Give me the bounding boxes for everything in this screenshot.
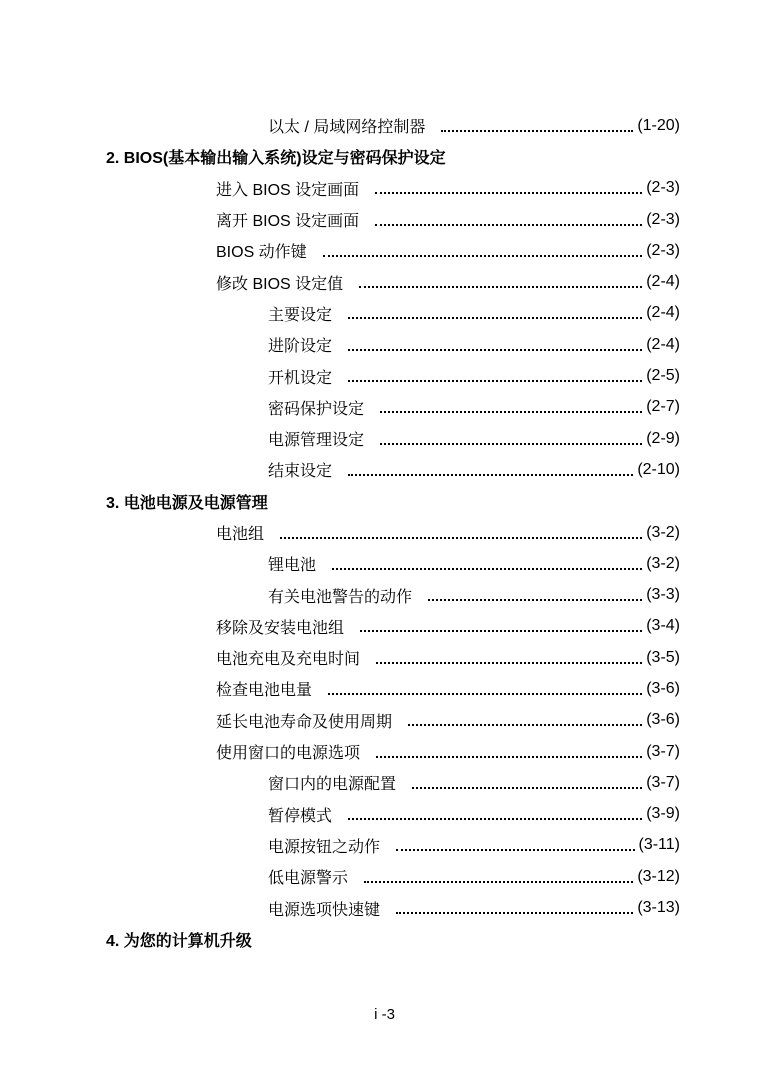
toc-entry-page: (2-3) xyxy=(646,210,680,228)
toc-entry[interactable] xyxy=(0,611,680,642)
toc-entry[interactable] xyxy=(0,830,680,861)
toc-entry[interactable] xyxy=(0,173,680,204)
dot-leader xyxy=(348,818,642,820)
dot-leader xyxy=(412,787,642,789)
toc-entry[interactable] xyxy=(0,892,680,923)
dot-leader xyxy=(396,912,633,914)
dot-leader xyxy=(441,130,633,132)
toc-entry-label: 延长电池寿命及使用周期 xyxy=(216,713,393,731)
toc-entry[interactable] xyxy=(0,298,680,329)
toc-entry-page: (2-3) xyxy=(646,179,680,197)
toc-entry[interactable] xyxy=(0,423,680,454)
toc-entry-label: 锂电池 xyxy=(268,557,317,575)
toc-entry-page: (3-6) xyxy=(646,679,680,697)
toc-entry-page: (2-4) xyxy=(646,304,680,322)
toc-entry[interactable] xyxy=(0,266,680,297)
toc-entry[interactable] xyxy=(0,392,680,423)
toc-entry-label: 进入 BIOS 设定画面 xyxy=(216,181,360,199)
dot-leader xyxy=(348,380,642,382)
toc-entry-page: (3-2) xyxy=(646,554,680,572)
toc-entry-label: 离开 BIOS 设定画面 xyxy=(216,213,360,231)
toc-entry-label: 密码保护设定 xyxy=(268,400,365,418)
toc-entry-page: (2-10) xyxy=(637,460,680,478)
toc-entry[interactable] xyxy=(0,454,680,485)
toc-entry-label: 有关电池警告的动作 xyxy=(268,588,413,606)
dot-leader xyxy=(323,255,643,257)
dot-leader xyxy=(396,849,634,851)
toc-entry[interactable] xyxy=(0,861,680,892)
toc-entry-page: (3-13) xyxy=(637,899,680,917)
dot-leader xyxy=(380,411,642,413)
toc-entry-page: (3-12) xyxy=(637,867,680,885)
toc-entry-page: (2-5) xyxy=(646,367,680,385)
dot-leader xyxy=(359,286,642,288)
dot-leader xyxy=(348,474,633,476)
toc-entry-label: 电源管理设定 xyxy=(268,432,365,450)
toc-entry-page: (3-4) xyxy=(646,617,680,635)
toc-entry-label: 4. 为您的计算机升级 xyxy=(106,932,252,950)
dot-leader xyxy=(360,630,642,632)
toc-entry-page: (2-9) xyxy=(646,429,680,447)
toc-entry-label: 使用窗口的电源选项 xyxy=(216,745,361,763)
toc-entry-page: (3-7) xyxy=(646,742,680,760)
toc-entry-label: 开机设定 xyxy=(268,369,333,387)
dot-leader xyxy=(428,599,642,601)
toc-entry[interactable] xyxy=(0,360,680,391)
toc-entry-label: 窗口内的电源配置 xyxy=(268,776,397,794)
toc-chapter-heading[interactable] xyxy=(0,486,769,517)
dot-leader xyxy=(408,724,642,726)
toc-entry-label: 进阶设定 xyxy=(268,338,333,356)
toc-entry[interactable] xyxy=(0,548,680,579)
dot-leader xyxy=(364,881,633,883)
toc-entry-page: (3-5) xyxy=(646,648,680,666)
toc-entry-label: 电池组 xyxy=(216,526,265,543)
dot-leader xyxy=(375,192,642,194)
dot-leader xyxy=(375,224,642,226)
toc-entry-page: (2-4) xyxy=(646,273,680,291)
toc-entry-page: (3-9) xyxy=(646,805,680,823)
dot-leader xyxy=(376,662,642,664)
table-of-contents xyxy=(0,110,769,955)
toc-entry-page: (2-7) xyxy=(646,398,680,416)
dot-leader xyxy=(348,349,642,351)
toc-entry[interactable] xyxy=(0,204,680,235)
toc-entry-label: 电池充电及充电时间 xyxy=(216,651,361,669)
toc-entry-label: 检查电池电量 xyxy=(216,682,313,700)
toc-entry-label: 移除及安装电池组 xyxy=(216,619,345,637)
toc-entry-label: 电源按钮之动作 xyxy=(268,838,381,856)
toc-entry-page: (3-2) xyxy=(646,523,680,541)
toc-chapter-heading[interactable] xyxy=(0,141,769,172)
toc-entry-label: 主要设定 xyxy=(268,306,333,324)
toc-entry-page: (3-11) xyxy=(638,836,680,854)
dot-leader xyxy=(280,537,642,539)
dot-leader xyxy=(376,756,642,758)
toc-entry[interactable] xyxy=(0,705,680,736)
toc-entry-page: (1-20) xyxy=(637,116,680,134)
page-number: i -3 xyxy=(374,1006,395,1023)
toc-entry[interactable] xyxy=(0,517,680,548)
toc-entry[interactable] xyxy=(0,642,680,673)
toc-entry-label: 暂停模式 xyxy=(268,807,333,825)
toc-entry-label: 2. BIOS(基本输出输入系统)设定与密码保护设定 xyxy=(106,150,446,168)
toc-entry[interactable] xyxy=(0,329,680,360)
dot-leader xyxy=(328,693,642,695)
dot-leader xyxy=(332,568,642,570)
toc-entry-label: 3. 电池电源及电源管理 xyxy=(106,494,268,512)
toc-entry[interactable] xyxy=(0,736,680,767)
toc-entry[interactable] xyxy=(0,799,680,830)
toc-entry-label: 以太 / 局域网络控制器 xyxy=(268,119,426,137)
dot-leader xyxy=(380,443,642,445)
toc-entry[interactable] xyxy=(0,767,680,798)
toc-entry[interactable] xyxy=(0,235,680,266)
dot-leader xyxy=(348,317,642,319)
toc-entry[interactable] xyxy=(0,110,680,141)
toc-entry-page: (3-6) xyxy=(646,711,680,729)
toc-entry-page: (3-7) xyxy=(646,773,680,791)
toc-entry-page: (2-3) xyxy=(646,241,680,259)
toc-entry-page: (3-3) xyxy=(646,586,680,604)
toc-entry-label: BIOS 动作键 xyxy=(216,244,307,262)
toc-entry-label: 电源选项快速键 xyxy=(268,901,381,919)
toc-entry[interactable] xyxy=(0,673,680,704)
toc-entry-label: 结束设定 xyxy=(268,463,333,481)
toc-entry-page: (2-4) xyxy=(646,335,680,353)
toc-chapter-heading[interactable] xyxy=(0,924,769,955)
toc-entry[interactable] xyxy=(0,579,680,610)
toc-entry-label: 低电源警示 xyxy=(268,870,349,888)
toc-entry-label: 修改 BIOS 设定值 xyxy=(216,275,344,293)
